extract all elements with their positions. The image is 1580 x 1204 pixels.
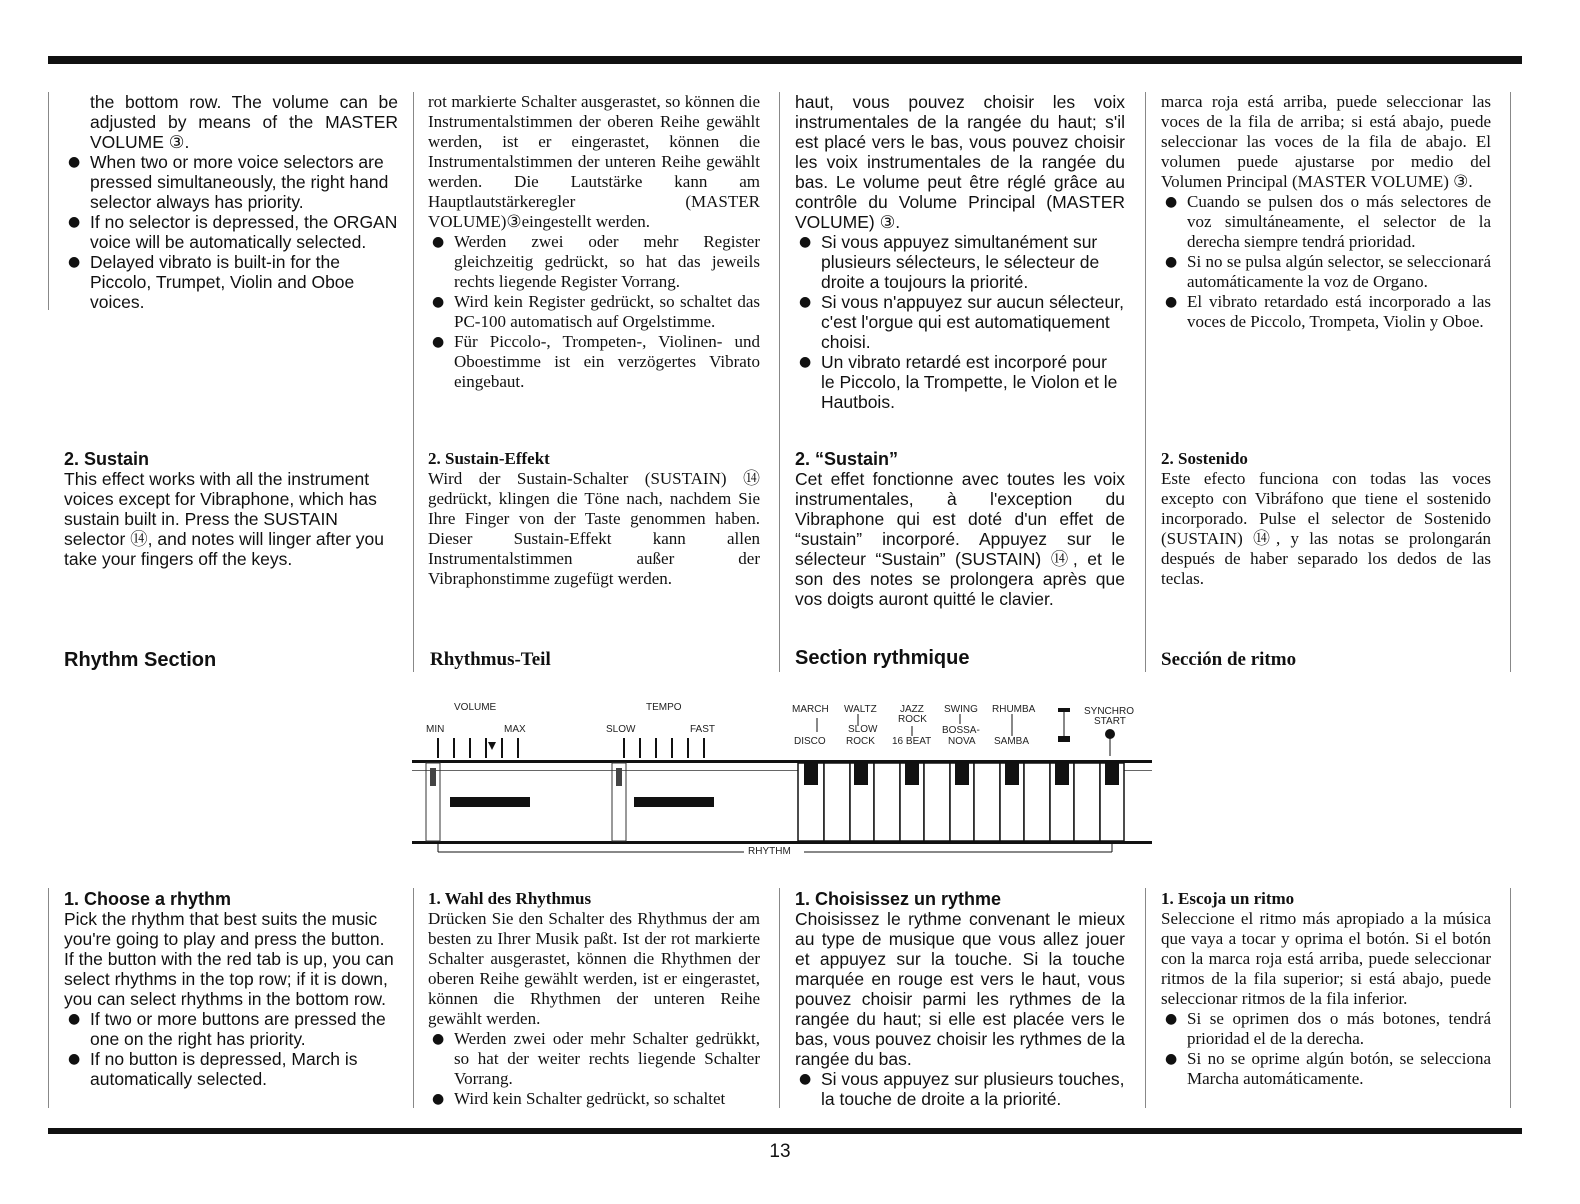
list-item: ● Si vous n'appuyez sur aucun sélecteur, c'est l'orgue qui est automatiquement choisi. [795, 292, 1125, 352]
tempo-label: TEMPO [646, 702, 682, 713]
french-choose [795, 889, 1125, 1109]
list-item: ● Cuando se pulsen dos o más selectores de voz simultáneamente, el selector de la derecha siempre tendrá prioridad. [1161, 192, 1491, 252]
german-sustain [428, 449, 760, 589]
volume-max-label: MAX [504, 724, 526, 735]
list-item: ● Werden zwei oder mehr Register gleichzeitig gedrückt, so hat das jeweils rechts liegende Register Vorrang. [428, 232, 760, 292]
french-sustain-text: Cet effet fonctionne avec toutes les voix instrumentales, à l'exception du Vibraphone qui est doté d'un effet de “sustain” incorporé. Appuyez sur le sélecteur “Sustain” (SUSTAIN) ⑭, et le son des notes se prolongera après que vos doigts auront quitté le clavier. [795, 469, 1125, 609]
jazz-rock-label: ROCK [898, 714, 927, 725]
list-item: ● Si se oprimen dos o más botones, tendrá prioridad el de la derecha. [1161, 1009, 1491, 1049]
synchro-label: SYNCHRO [1084, 706, 1135, 717]
german-intro-bullets [428, 232, 760, 392]
spanish-sustain-text: Este efecto funciona con todas las voces excepto con Vibráfono que tiene el sostenido incorporado. Pulse el selector de Sostenido (SUSTAIN) ⑭, y las notas se prolongarán después de haber separado los dedos de las teclas. [1161, 469, 1491, 588]
swing-label: SWING [944, 704, 978, 715]
column-divider [1510, 92, 1511, 672]
list-item: ● Werden zwei oder mehr Schalter gedrükkt, so hat der weiter rechts liegende Schalter Vorrang. [428, 1029, 760, 1089]
column-divider [1145, 92, 1146, 672]
german-intro [428, 92, 760, 392]
rhumba-label: RHUMBA [992, 704, 1036, 715]
spanish-sustain-heading: 2. Sostenido [1161, 449, 1248, 468]
march-label: MARCH [792, 704, 829, 715]
spanish-intro-paragraph: marca roja está arriba, puede seleccionar las voces de la fila de arriba; si está abajo, puede seleccionar las voces de la fila de abajo. El volumen puede ajustarse por medio del Volumen Principal (MASTER VOLUME) ③. [1161, 92, 1491, 191]
german-choose-heading: 1. Wahl des Rhythmus [428, 889, 592, 908]
rhythm-label: RHYTHM [748, 846, 791, 857]
jazz-label: JAZZ [900, 704, 924, 715]
french-intro-paragraph: haut, vous pouvez choisir les voix instrumentales de la rangée du haut; s'il est placé vers le bas, vous pouvez choisir les voix instrumentales de la rangée du bas. Le volume peut être réglé grâce au contrôle du Volume Principal (MASTER VOLUME) ③. [795, 92, 1125, 232]
english-sustain-heading: 2. Sustain [64, 449, 150, 469]
list-item: ● Delayed vibrato is built-in for the Piccolo, Trumpet, Violin and Oboe voices. [64, 252, 398, 312]
column-divider [779, 92, 780, 672]
list-item: ● When two or more voice selectors are pressed simultaneously, the right hand selector always has priority. [64, 152, 398, 212]
english-choose-text: Pick the rhythm that best suits the music you're going to play and press the button. If the button with the red tab is up, you can select rhythms in the top row; if it is down, you can select rhythms in the bottom row. [64, 909, 394, 1009]
tempo-slow-label: SLOW [606, 724, 636, 735]
spanish-rhythm-heading: Sección de ritmo [1161, 649, 1297, 670]
german-sustain-text: Wird der Sustain-Schalter (SUSTAIN) ⑭ gedrückt, klingen die Töne nach, nachdem Sie Ihre Finger von der Taste genommen haben. Dieser Sustain-Effekt kann allen Instrumentalstimmen außer der Vibraphonstimme zugefügt werden. [428, 469, 760, 588]
column-divider [413, 92, 414, 672]
waltz-label: WALTZ [844, 704, 877, 715]
bottom-rule [48, 1128, 1522, 1134]
rhythm-panel-diagram [412, 696, 1152, 866]
spanish-intro-bullets [1161, 192, 1491, 332]
16-beat-label: 16 BEAT [892, 736, 932, 747]
german-sustain-heading: 2. Sustain-Effekt [428, 449, 550, 468]
english-intro [64, 92, 398, 312]
volume-min-label: MIN [426, 724, 445, 735]
french-sustain-heading: 2. “Sustain” [795, 449, 899, 469]
english-intro-bullets [64, 152, 398, 312]
list-item: ● Si no se pulsa algún selector, se seleccionará automáticamente la voz de Organo. [1161, 252, 1491, 292]
english-sustain [64, 449, 398, 569]
panel-drawing [412, 696, 1152, 866]
german-choose [428, 889, 760, 1109]
spanish-choose-heading: 1. Escoja un ritmo [1161, 889, 1295, 908]
list-item: ● Wird kein Register gedrückt, so schaltet das PC-100 automatisch auf Orgelstimme. [428, 292, 760, 332]
column-divider [413, 888, 414, 1108]
top-rule [48, 56, 1522, 64]
french-choose-text: Choisissez le rythme convenant le mieux au type de musique que vous allez jouer et appuyez sur la touche. Si la touche marquée en rouge est vers le haut, vous pouvez choisir parmi les rythmes de la rangée du haut; si elle est placée vers le bas, vous pouvez choisir les rythmes de la rangée du bas. [795, 909, 1125, 1069]
column-divider [1510, 888, 1511, 1108]
bossa-label: BOSSA- [942, 725, 980, 736]
english-choose-heading: 1. Choose a rhythm [64, 889, 232, 909]
samba-label: SAMBA [994, 736, 1030, 747]
english-rhythm-heading: Rhythm Section [64, 649, 217, 671]
list-item: ● If no selector is depressed, the ORGAN voice will be automatically selected. [64, 212, 398, 252]
list-item: ● If no button is depressed, March is automatically selected. [64, 1049, 398, 1089]
volume-label: VOLUME [454, 702, 497, 713]
english-intro-paragraph: the bottom row. The volume can be adjusted by means of the MASTER VOLUME ③. [90, 92, 398, 152]
german-choose-bullets [428, 1029, 760, 1109]
list-item: ● Si vous appuyez sur plusieurs touches, la touche de droite a la priorité. [795, 1069, 1125, 1109]
spanish-choose [1161, 889, 1491, 1089]
list-item: ● Si no se oprime algún botón, se selecciona Marcha automáticamente. [1161, 1049, 1491, 1089]
column-divider [1145, 888, 1146, 1108]
list-item: ● If two or more buttons are pressed the one on the right has priority. [64, 1009, 398, 1049]
list-item: ● Si vous appuyez simultanément sur plusieurs sélecteurs, le sélecteur de droite a toujours la priorité. [795, 232, 1125, 292]
french-intro-bullets [795, 232, 1125, 412]
page-number: 13 [769, 1141, 791, 1162]
column-divider [779, 888, 780, 1108]
german-rhythm-heading: Rhythmus-Teil [430, 649, 551, 670]
german-choose-text: Drücken Sie den Schalter des Rhythmus der am besten zu Ihrer Musik paßt. Ist der rot markierte Schalter ausgerastet, können die Rhythmen der oberen Reihe gewählt werden, ist er eingerastet, können die Rhythmen der unteren Reihe gewählt werden. [428, 909, 760, 1028]
list-item: ● Wird kein Schalter gedrückt, so schaltet [428, 1089, 760, 1109]
list-item: ● Un vibrato retardé est incorporé pour le Piccolo, la Trompette, le Violon et le Hautbois. [795, 352, 1125, 412]
slow-label: SLOW [848, 724, 878, 735]
german-intro-paragraph: rot markierte Schalter ausgerastet, so können die Instrumentalstimmen der oberen Reihe gewählt werden, ist er eingerastet, können die Instrumentalstimmen der unteren Reihe gewählt werden. Die Lautstärke kann am Hauptlautstärkeregler (MASTER VOLUME)③eingestellt werden. [428, 92, 760, 231]
english-choose-bullets [64, 1009, 398, 1089]
nova-label: NOVA [948, 736, 976, 747]
french-choose-heading: 1. Choisissez un rythme [795, 889, 1002, 909]
spanish-sustain [1161, 449, 1491, 589]
french-choose-bullets [795, 1069, 1125, 1109]
list-item: ● El vibrato retardado está incorporado a las voces de Piccolo, Trompeta, Violin y Oboe. [1161, 292, 1491, 332]
spanish-intro [1161, 92, 1491, 332]
disco-label: DISCO [794, 736, 826, 747]
list-item: ● Für Piccolo-, Trompeten-, Violinen- und Oboestimme ist ein verzögertes Vibrato eingebaut. [428, 332, 760, 392]
start-label: START [1094, 716, 1126, 727]
spanish-choose-text: Seleccione el ritmo más apropiado a la música que vaya a tocar y oprima el botón. Si el botón con la marca roja está arriba, puede seleccionar ritmos de la fila superior; si está abajo, puede seleccionar ritmos de la fila inferior. [1161, 909, 1491, 1008]
english-sustain-text: This effect works with all the instrument voices except for Vibraphone, which has sustain built in. Press the SUSTAIN selector ⑭, and notes will linger after you take your fingers off the keys. [64, 469, 385, 569]
french-intro [795, 92, 1125, 412]
french-sustain [795, 449, 1125, 609]
column-divider [48, 92, 49, 310]
column-divider [48, 888, 49, 1108]
french-rhythm-heading: Section rythmique [795, 647, 970, 669]
english-choose [64, 889, 398, 1089]
tempo-fast-label: FAST [690, 724, 716, 735]
spanish-choose-bullets [1161, 1009, 1491, 1089]
rock-label: ROCK [846, 736, 875, 747]
